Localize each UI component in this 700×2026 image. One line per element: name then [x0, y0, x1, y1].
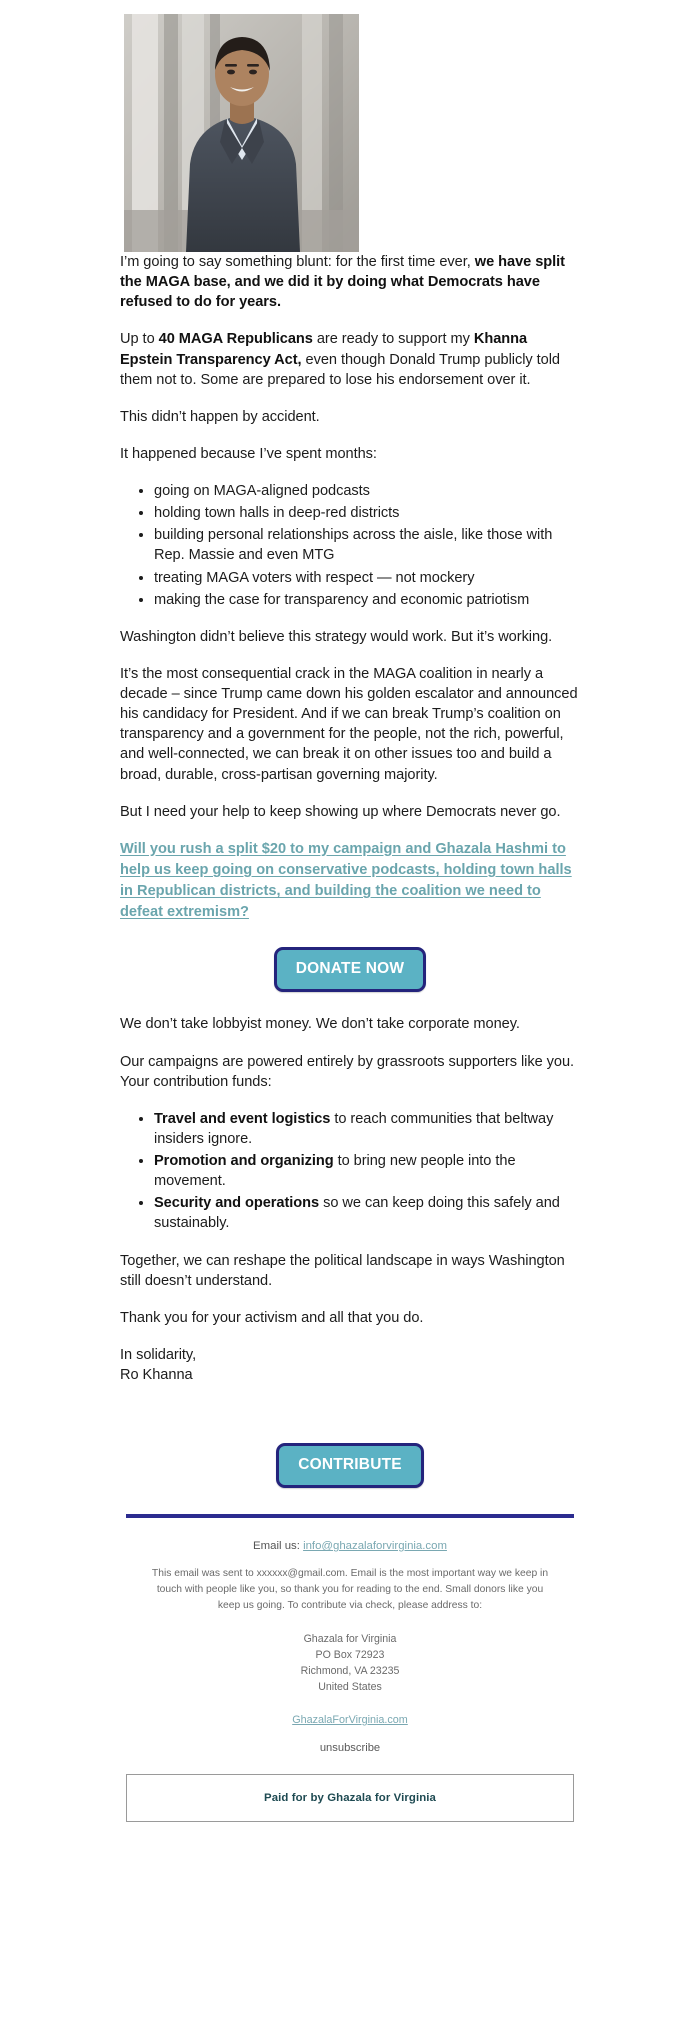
intro-text-bold: we have split the MAGA base, and we did it by doing what Democrats have refused to do for years.	[120, 254, 565, 311]
fund-item-title: Security and operations	[154, 1195, 320, 1212]
signoff-line-2: Ro Khanna	[120, 1367, 193, 1383]
fund-item-desc: to reach communities that beltway insiders ignore.	[154, 1110, 554, 1147]
paragraph-no-lobbyist-money: We don’t take lobbyist money. We don’t take corporate money.	[120, 1016, 520, 1033]
donation-ask-link[interactable]: Will you rush a split $20 to my campaign and Ghazala Hashmi to help us keep going on conservative podcasts, holding town halls in Republican districts, and building the coalition we need to defeat extremism?	[120, 840, 572, 921]
footer-website-link[interactable]: GhazalaForVirginia.com	[292, 1713, 408, 1726]
paragraph-need-help: But I need your help to keep showing up where Democrats never go.	[120, 803, 561, 820]
paragraph-thank-you: Thank you for your activism and all that you do.	[120, 1309, 424, 1326]
donate-button-row	[120, 947, 580, 992]
paragraph-months-lead: It happened because I’ve spent months:	[120, 445, 377, 462]
footer-mailing-address	[126, 1632, 574, 1696]
contribute-button-row	[120, 1443, 580, 1488]
list-item: • making the case for transparency and economic patriotism	[154, 590, 580, 610]
signoff-line-1: In solidarity,	[120, 1346, 197, 1363]
list-item: • treating MAGA voters with respect — not mockery	[154, 568, 580, 588]
address-line: Ghazala for Virginia	[303, 1632, 397, 1645]
hero-image-block	[120, 14, 580, 252]
paid-for-disclaimer-box	[126, 1774, 574, 1822]
list-item: • going on MAGA-aligned podcasts	[154, 481, 580, 501]
contribution-funds-list	[120, 1109, 580, 1234]
republicans-count: 40 MAGA Republicans	[158, 331, 313, 348]
list-item: • building personal relationships across the aisle, like those with Rep. Massie and even MTG	[154, 525, 580, 565]
republicans-mid: are ready to support my	[312, 331, 474, 348]
fund-item-desc: so we can keep doing this safely and sustainably.	[154, 1195, 560, 1232]
ro-khanna-portrait	[124, 14, 359, 252]
donation-ask-paragraph	[120, 839, 580, 924]
paragraph-grassroots: Our campaigns are powered entirely by grassroots supporters like you. Your contribution funds:	[120, 1053, 575, 1090]
contribute-button[interactable]: CONTRIBUTE	[276, 1443, 424, 1488]
paragraph-republicans	[120, 329, 580, 389]
footer-website-line	[126, 1714, 574, 1726]
address-line: United States	[318, 1680, 382, 1693]
fund-item-desc: to bring new people into the movement.	[154, 1153, 516, 1190]
unsubscribe-link[interactable]: unsubscribe	[319, 1741, 381, 1754]
intro-text-plain: I’m going to say something blunt: for the first time ever,	[120, 254, 475, 270]
email-footer	[126, 1540, 574, 1847]
fund-item-title: Promotion and organizing	[154, 1153, 334, 1169]
list-item: • holding town halls in deep-red districts	[154, 503, 580, 523]
paragraph-coalition-crack: It’s the most consequential crack in the MAGA coalition in nearly a decade – since Trump came down his golden escalator and announced his candidacy for President. And if we can break Trump’s coalition on transparency and a government for the people, not the rich, powerful, and well-connected, we can break it on other issues too and build a broad, durable, cross-partisan governing majority.	[120, 665, 578, 783]
address-line: Richmond, VA 23235	[300, 1664, 400, 1677]
list-item	[154, 1151, 580, 1191]
address-line: PO Box 72923	[315, 1648, 385, 1661]
republicans-tail: even though Donald Trump publicly told them not to. Some are prepared to lose his endorsement over it.	[120, 351, 560, 388]
footer-email-link[interactable]: info@ghazalaforvirginia.com	[303, 1540, 447, 1553]
donate-now-button[interactable]: DONATE NOW	[274, 947, 426, 992]
act-name: Khanna Epstein Transparency Act,	[120, 331, 528, 368]
footer-disclaimer-note: This email was sent to xxxxxx@gmail.com. Email is the most important way we keep in touch with people like you, so thank you for reading to the end. Small donors like you keep us going. To contribute via check, please address to:	[151, 1568, 549, 1612]
email-content-column	[120, 0, 580, 1488]
footer-email-prefix: Email us:	[253, 1540, 304, 1553]
republicans-lead: Up to	[120, 331, 159, 348]
signoff-block	[120, 1345, 580, 1385]
paragraph-reshape: Together, we can reshape the political landscape in ways Washington still doesn’t understand.	[120, 1252, 565, 1289]
fund-item-title: Travel and event logistics	[154, 1110, 331, 1127]
paragraph-not-accident: This didn’t happen by accident.	[120, 408, 320, 425]
footer-email-line	[126, 1540, 574, 1552]
list-item	[154, 1193, 580, 1233]
paragraph-its-working: Washington didn’t believe this strategy would work. But it’s working.	[120, 628, 553, 645]
paid-for-text: Paid for by Ghazala for Virginia	[264, 1791, 436, 1804]
paragraph-intro	[120, 252, 580, 312]
footer-divider	[126, 1514, 574, 1518]
list-item	[154, 1109, 580, 1149]
strategy-bullet-list	[120, 481, 580, 610]
